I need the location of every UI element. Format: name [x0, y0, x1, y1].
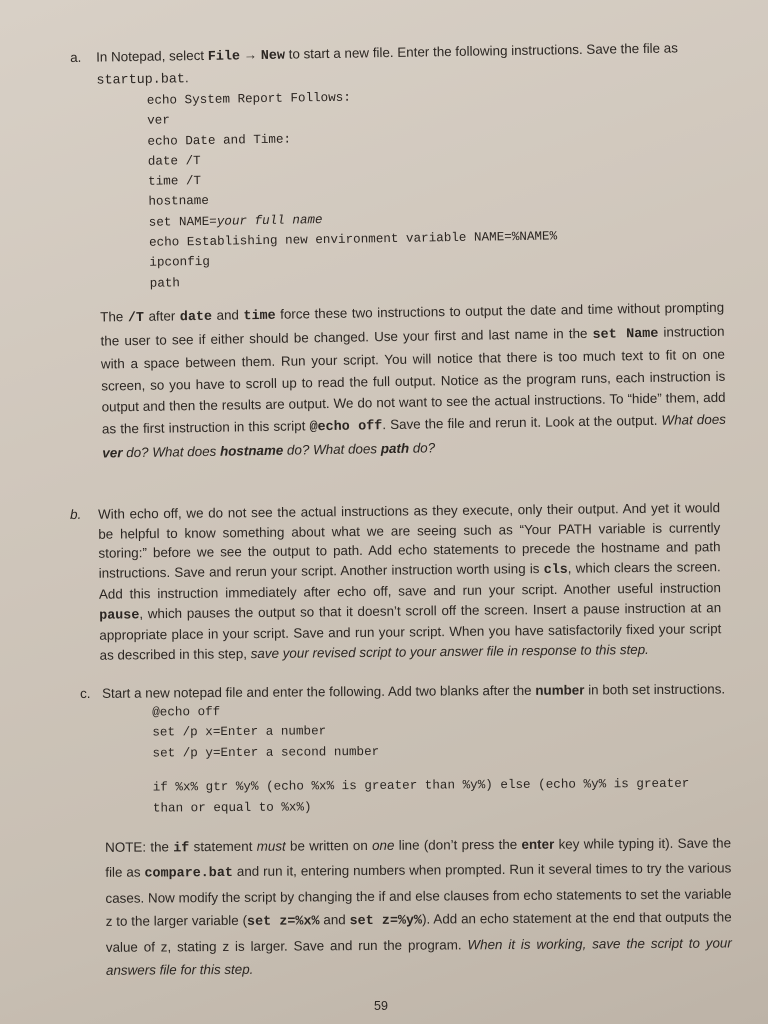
new-menu-label: New	[260, 48, 286, 65]
code-line: echo Date and Time:	[147, 132, 292, 149]
code-line: hostname	[148, 194, 210, 210]
section-c-note: NOTE: the if statement must be written on one line (don’t press the enter key while typing it). Save the file as compare.bat and run it, entering numbers when prompted. Run it several times to try the various cases. Now modify the script by changing the if and else clauses from echo statements to set the variable z to the larger variable (set z=%x% and set z=%y%). Add an echo statement at the end that outputs the value of z, stating z is larger. Save and run the program. When it is working, save the script to your answers file for this step.	[105, 835, 732, 979]
section-a	[70, 38, 726, 464]
code-line: @echo off	[152, 705, 221, 720]
code-line: ver	[147, 113, 170, 129]
file-menu-label: File	[207, 49, 241, 65]
page-number: 59	[374, 999, 388, 1013]
code-line: set /p y=Enter a second number	[152, 744, 380, 761]
code-line: set /p x=Enter a number	[152, 724, 327, 740]
code-line: path	[149, 275, 181, 291]
arrow-right-icon: →	[243, 47, 258, 63]
section-a-intro: In Notepad, select File → New to start a new file. Enter the following instructions. Save the file as startup.bat.	[96, 40, 679, 89]
code-line: echo Establishing new environment variable NAME=%NAME%	[148, 229, 558, 250]
section-a-paragraph: The /T after date and time force these two instructions to output the date and time without prompting the user to see if either should be changed. Use your first and last name in the set Name instruction with a space between them. Run your script. You will notice that there is too much text to fit on one screen, so you have to scroll up to read the full output. Notice as the program runs, each instruction is output and then the results are output. We do not want to see the actual instructions. To “hide” them, add as the first instruction in this script @echo off. Save the file and rerun it. Look at the output. What does ver do? What does hostname do? What does path do?	[100, 299, 727, 461]
if-statement-code: if %x% gtr %y% (echo %x% is greater than %y%) else (echo %y% is greater than or equal to %x%)	[152, 776, 690, 816]
code-line: time /T	[148, 174, 202, 189]
section-b	[70, 498, 722, 665]
code-line: date /T	[147, 153, 201, 169]
startup-filename: startup.bat	[96, 72, 186, 89]
compare-script-code	[152, 698, 730, 763]
marker-b: b.	[70, 506, 82, 522]
section-c	[80, 679, 732, 982]
startup-script-code	[147, 82, 724, 294]
section-c-intro: Start a new notepad file and enter the following. Add two blanks after the number in both set instructions.	[102, 681, 726, 701]
marker-a: a.	[70, 49, 82, 65]
section-b-paragraph: With echo off, we do not see the actual instructions as they execute, only their output. And yet it would be helpful to know something about what we are seeing such as “Your PATH variable is currently storing:” before we see the output to path. Add echo statements to precede the hostname and path instructions. Save and rerun your script. Another instruction worth using is cls, which clears the screen. Add this instruction immediately after echo off, save and run your script. Another useful instruction pause, which pauses the output so that it doesn’t scroll off the screen. Insert a pause instruction at an appropriate place in your script. Save and run your script. When you have satisfactorily fixed your script as described in this step, save your revised script to your answer file in response to this step.	[98, 500, 722, 663]
code-line: ipconfig	[149, 255, 210, 271]
marker-c: c.	[80, 685, 91, 701]
code-line-set: set NAME=your full name	[148, 212, 323, 230]
code-line: echo System Report Follows:	[146, 90, 351, 108]
